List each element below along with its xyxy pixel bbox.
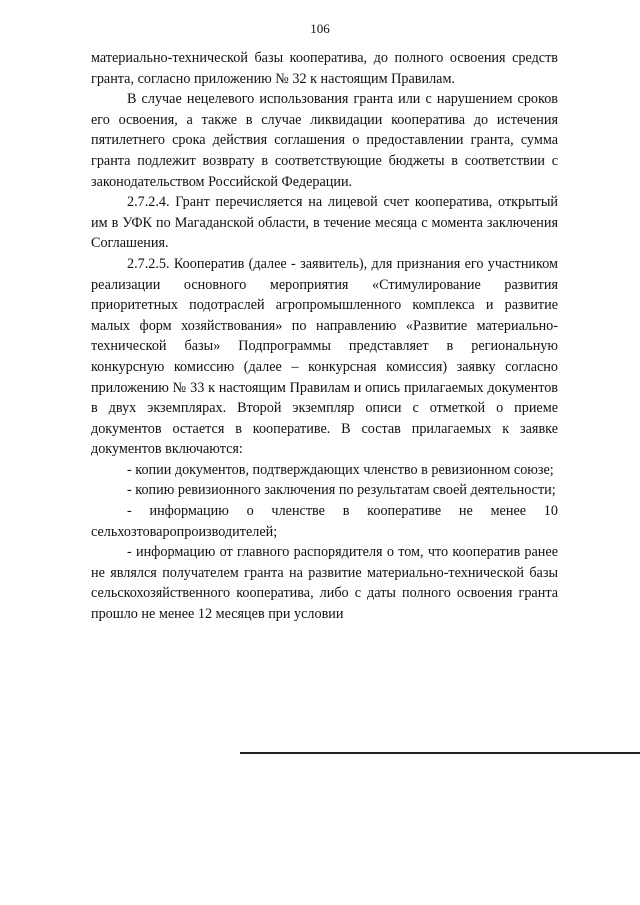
document-body: [91, 48, 558, 625]
paragraph-continuation: материально-технической базы кооператива, до полного освоения средств гранта, согласно приложению № 32 к настоящим Правилам.: [91, 50, 558, 87]
page-number: 106: [310, 21, 330, 36]
paragraph-2-7-2-5: 2.7.2.5. Кооператив (далее - заявитель), для признания его участником реализации основного мероприятия «Стимулирование развития приоритетных подотраслей агропромышленного комплекса и развитие малых форм хозяйствования» по направлению «Развитие материально-технической базы» Подпрограммы представляет в региональную конкурсную комиссию (далее – конкурсная комиссия) заявку согласно приложению № 33 к настоящим Правилам и опись прилагаемых документов в двух экземплярах. Второй экземпляр описи с отметкой о приеме документов остается в кооперативе. В состав прилагаемых к заявке документов включаются:: [91, 255, 558, 458]
list-item: - информацию о членстве в кооперативе не менее 10 сельхозтоваропроизводителей;: [91, 503, 558, 540]
paragraph-2-7-2-4: 2.7.2.4. Грант перечисляется на лицевой счет кооператива, открытый им в УФК по Магаданской области, в течение месяца с момента заключения Соглашения.: [91, 194, 558, 252]
paragraph-grant-return: В случае нецелевого использования гранта или с нарушением сроков его освоения, а также в случае ликвидации кооператива до истечения пятилетнего срока действия соглашения о предоставлении гранта, сумма гранта подлежит возврату в соответствующие бюджеты в соответствии с законодательством Российской Федерации.: [91, 91, 558, 190]
list-item: - информацию от главного распорядителя о том, что кооператив ранее не являлся получателем гранта на развитие материально-технической базы сельскохозяйственного кооператива, либо с даты полного освоения гранта прошло не менее 12 месяцев при условии: [91, 544, 558, 623]
list-item: - копии документов, подтверждающих членство в ревизионном союзе;: [127, 461, 554, 478]
bottom-rule: [240, 752, 640, 754]
list-item: - копию ревизионного заключения по результатам своей деятельности;: [127, 482, 556, 499]
